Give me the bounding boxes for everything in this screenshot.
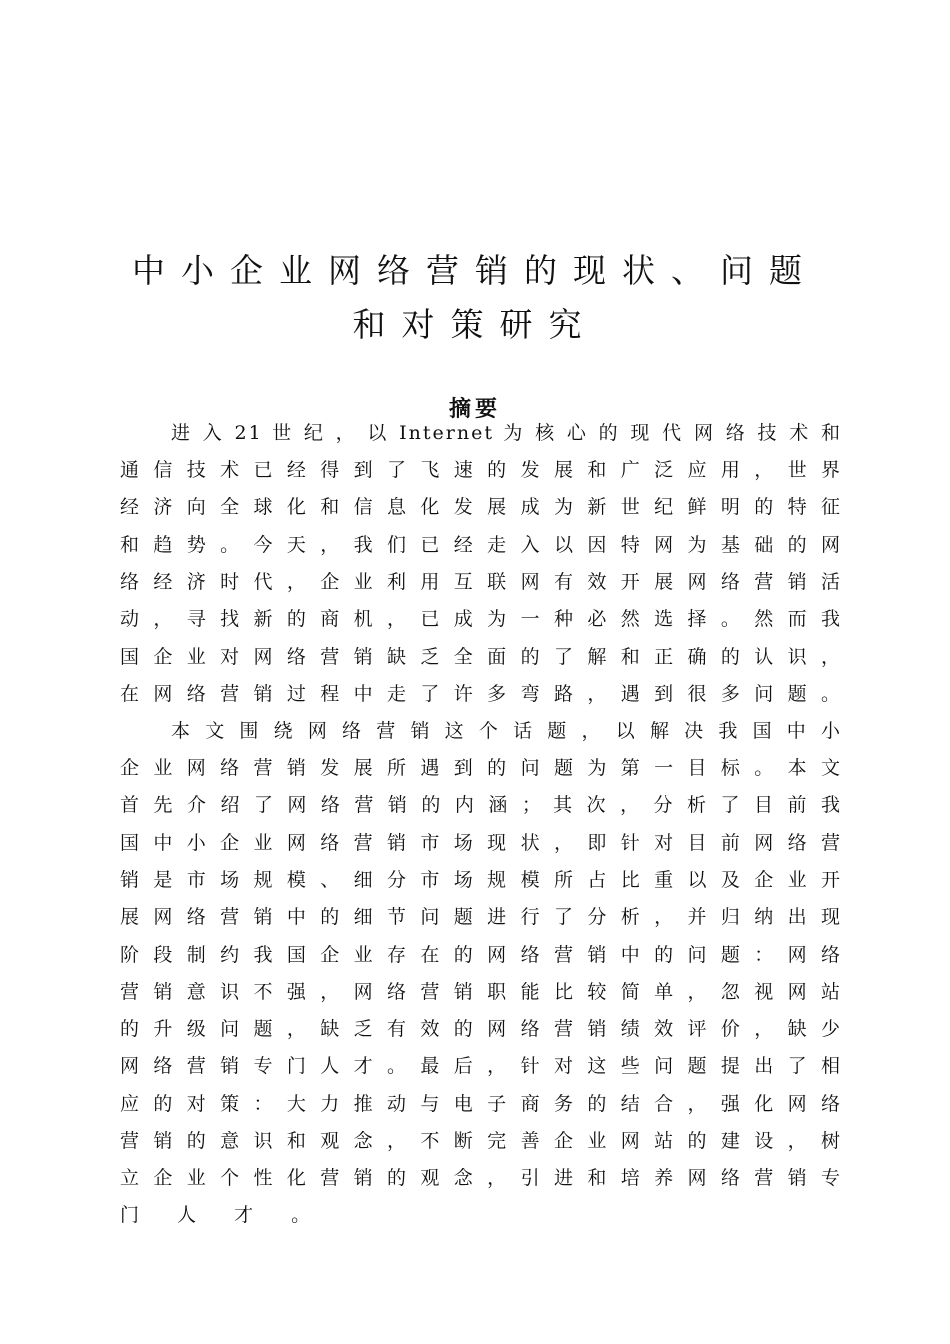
abstract-line: 经 济 向 全 球 化 和 信 息 化 发 展 成 为 新 世 纪 鲜 明 的 特 征 (120, 496, 842, 518)
title-line-1: 中小企业网络营销的现状、问题 (132, 251, 818, 290)
abstract-line: 网 络 营 销 专 门 人 才 。 最 后 ， 针 对 这 些 问 题 提 出 了 相 (120, 1055, 842, 1077)
abstract-line: 企 业 网 络 营 销 发 展 所 遇 到 的 问 题 为 第 一 目 标 。 本 文 (120, 757, 842, 779)
abstract-line: 阶 段 制 约 我 国 企 业 存 在 的 网 络 营 销 中 的 问 题 ： 网 络 (120, 944, 842, 966)
abstract-line: 首 先 介 绍 了 网 络 营 销 的 内 涵 ； 其 次 ， 分 析 了 目 前 我 (120, 794, 842, 816)
title-line-2: 和对策研究 (352, 305, 598, 344)
abstract-line: 进 入 21 世 纪 ， 以 Internet 为 核 心 的 现 代 网 络 技 术 和 (171, 422, 842, 444)
abstract-line: 销 是 市 场 规 模 、 细 分 市 场 规 模 所 占 比 重 以 及 企 业 开 (120, 869, 842, 891)
abstract-line: 在 网 络 营 销 过 程 中 走 了 许 多 弯 路 ， 遇 到 很 多 问 题 。 (120, 683, 842, 705)
abstract-line: 国 企 业 对 网 络 营 销 缺 乏 全 面 的 了 解 和 正 确 的 认 识 ， (120, 646, 842, 668)
abstract-line: 的 升 级 问 题 ， 缺 乏 有 效 的 网 络 营 销 绩 效 评 价 ， 缺 少 (120, 1018, 842, 1040)
abstract-heading: 摘要 (448, 397, 501, 422)
abstract-line: 本 文 围 绕 网 络 营 销 这 个 话 题 ， 以 解 决 我 国 中 小 (171, 720, 842, 742)
abstract-line: 营 销 意 识 不 强 ， 网 络 营 销 职 能 比 较 简 单 ， 忽 视 网 站 (120, 981, 842, 1003)
abstract-line: 应 的 对 策 ： 大 力 推 动 与 电 子 商 务 的 结 合 ， 强 化 网 络 (120, 1093, 842, 1115)
abstract-line: 络 经 济 时 代 ， 企 业 利 用 互 联 网 有 效 开 展 网 络 营 销 活 (120, 571, 842, 593)
abstract-line: 展 网 络 营 销 中 的 细 节 问 题 进 行 了 分 析 ， 并 归 纳 出 现 (120, 906, 842, 928)
abstract-line: 和 趋 势 。 今 天 ， 我 们 已 经 走 入 以 因 特 网 为 基 础 的 网 (120, 534, 842, 556)
abstract-line: 国 中 小 企 业 网 络 营 销 市 场 现 状 ， 即 针 对 目 前 网 络 营 (120, 832, 842, 854)
abstract-line: 立 企 业 个 性 化 营 销 的 观 念 ， 引 进 和 培 养 网 络 营 销 专 (120, 1167, 842, 1189)
abstract-line: 通 信 技 术 已 经 得 到 了 飞 速 的 发 展 和 广 泛 应 用 ， 世 界 (120, 459, 842, 481)
abstract-line: 门 人 才 。 (120, 1204, 327, 1226)
abstract-line: 营 销 的 意 识 和 观 念 ， 不 断 完 善 企 业 网 站 的 建 设 ， 树 (120, 1130, 842, 1152)
abstract-line: 动 ， 寻 找 新 的 商 机 ， 已 成 为 一 种 必 然 选 择 。 然 而 我 (120, 608, 842, 630)
